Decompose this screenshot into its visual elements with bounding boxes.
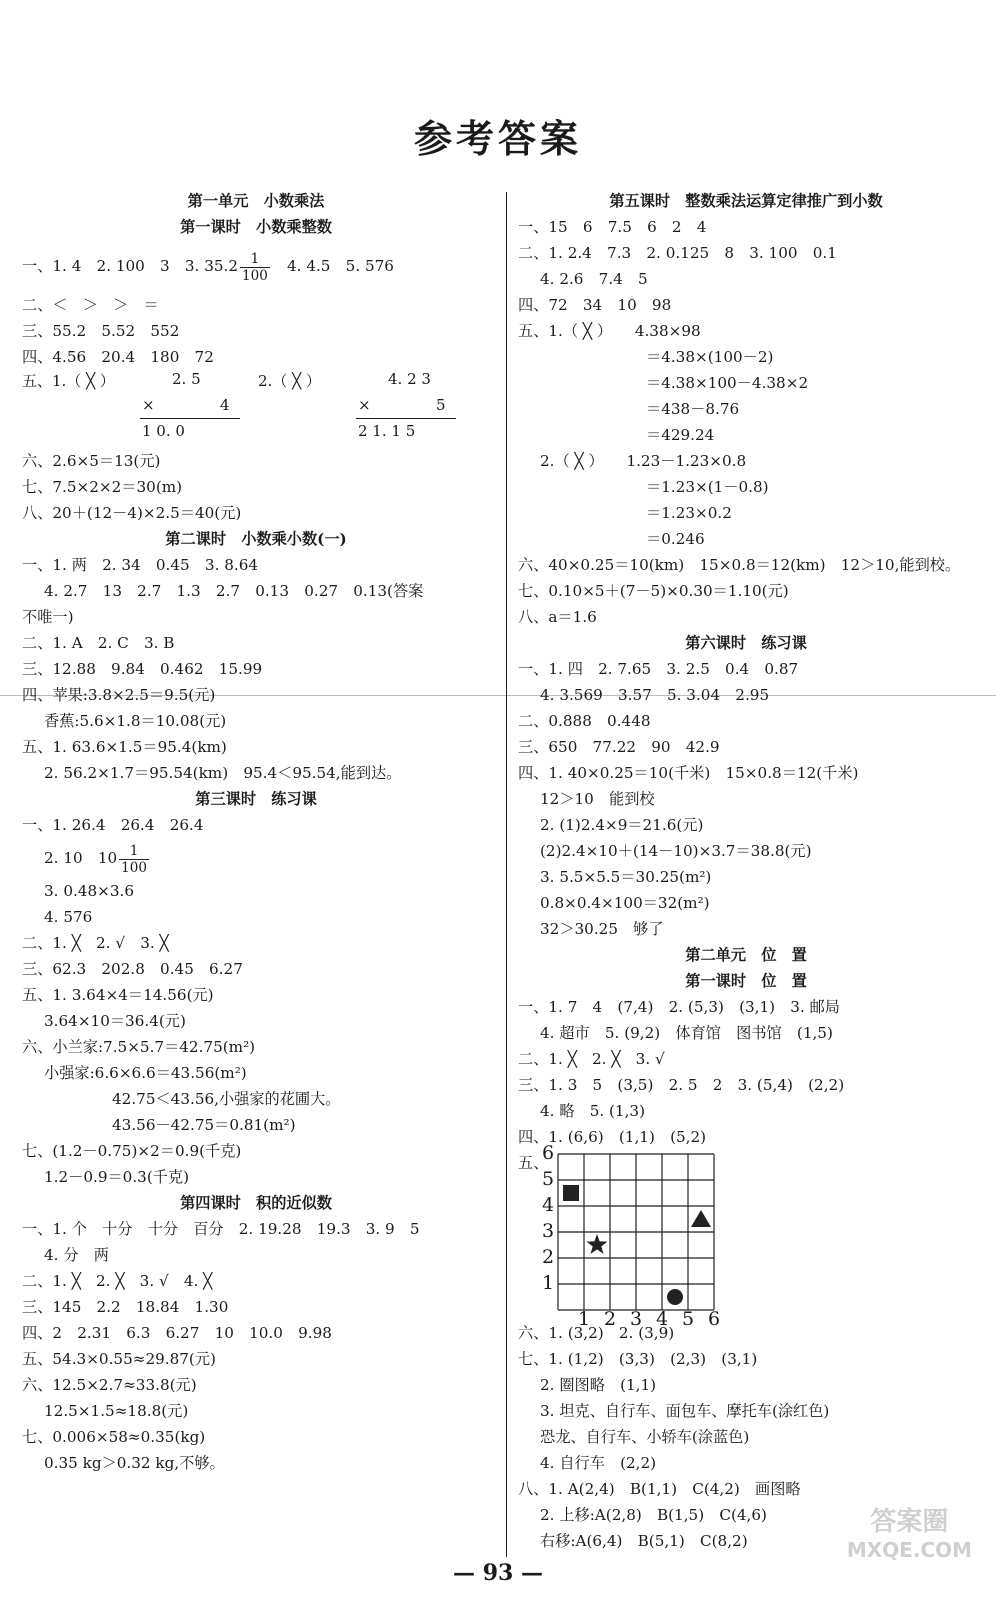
answer-line: ＝438－8.76 (646, 400, 740, 418)
answer-line: 三、650 77.22 90 42.9 (518, 738, 720, 756)
answer-line: 二、1. ╳ 2. ╳ 3. √ 4. ╳ (22, 1272, 213, 1290)
answer-line: 八、20＋(12－4)×2.5＝40(元) (22, 504, 242, 522)
answer-line: 32＞30.25 够了 (540, 920, 664, 938)
answer-line: 2. 上移:A(2,8) B(1,5) C(4,6) (540, 1506, 767, 1524)
vertical-mult-top: 2. 5 (172, 370, 201, 388)
answer-line: 二、1. ╳ 2. √ 3. ╳ (22, 934, 169, 952)
section-heading: 第六课时 练习课 (685, 634, 807, 652)
answer-line: 二、0.888 0.448 (518, 712, 651, 730)
answer-line: 三、55.2 5.52 552 (22, 322, 180, 340)
answer-line: 一、1. 两 2. 34 0.45 3. 8.64 (22, 556, 259, 574)
answer-line: 一、1. 4 2. 100 3 3. 35.2 $\frac{1}{100}$ 4. 4.5 5. 576 (22, 250, 394, 284)
answer-line: 2.（ ╳ ） 1.23－1.23×0.8 (540, 452, 747, 470)
grid-x-label: 5 (681, 1308, 695, 1330)
section-heading: 第一课时 位 置 (685, 972, 807, 990)
answer-line: 一、1. 四 2. 7.65 3. 2.5 0.4 0.87 (518, 660, 799, 678)
answer-line: 3. 5.5×5.5＝30.25(m²) (540, 868, 712, 886)
answer-line: 六、1. (3,2) 2. (3,9) (518, 1324, 675, 1342)
answer-line: ＝0.246 (646, 530, 705, 548)
left-column (22, 188, 490, 1476)
answer-line: 43.56－42.75＝0.81(m²) (112, 1116, 296, 1134)
watermark-logo: 答案圈 MXQE.COM (846, 1507, 972, 1562)
coordinate-grid (528, 1150, 724, 1316)
grid-y-label: 6 (541, 1142, 555, 1164)
answer-line: 五、1.（ ╳ ） 4.38×98 (518, 322, 701, 340)
answer-line: 五、1.（ ╳ ） 2. 5 × 4 1 0. 0 2.（ ╳ ） 4. 2 3 × 5 2 1. 1 5 (22, 370, 490, 448)
column-divider (506, 192, 507, 1557)
answer-line: 二、1. A 2. C 3. B (22, 634, 175, 652)
square-icon (563, 1185, 579, 1201)
answer-line: 3. 0.48×3.6 (44, 882, 135, 900)
answer-line: 七、7.5×2×2＝30(m) (22, 478, 183, 496)
answer-line: 12＞10 能到校 (540, 790, 655, 808)
answer-line: ＝429.24 (646, 426, 715, 444)
section-heading: 第五课时 整数乘法运算定律推广到小数 (609, 192, 883, 210)
answer-line: 四、2 2.31 6.3 6.27 10 10.0 9.98 (22, 1324, 332, 1342)
answer-line: (2)2.4×10＋(14－10)×3.7＝38.8(元) (540, 842, 812, 860)
section-heading: 第二课时 小数乘小数(一) (165, 530, 347, 548)
section-heading: 第二单元 位 置 (685, 946, 807, 964)
answer-line: ＝4.38×(100－2) (646, 348, 774, 366)
grid-x-label: 2 (603, 1308, 617, 1330)
answer-line: 4. 2.7 13 2.7 1.3 2.7 0.13 0.27 0.13(答案 (44, 582, 424, 600)
answer-line: 4. 3.569 3.57 5. 3.04 2.95 (540, 686, 770, 704)
vertical-mult-res: 1 0. 0 (142, 422, 185, 440)
answer-line: 2. 10 10 $\frac{1}{100}$ (44, 842, 147, 876)
answer-line: 4. 576 (44, 908, 93, 926)
answer-line: 右移:A(6,4) B(5,1) C(8,2) (540, 1532, 748, 1550)
answer-line: 2. 56.2×1.7＝95.54(km) 95.4＜95.54,能到达。 (44, 764, 402, 782)
answer-line: 五、54.3×0.55≈29.87(元) (22, 1350, 216, 1368)
answer-line: 1.2－0.9＝0.3(千克) (44, 1168, 190, 1186)
grid-y-label: 1 (541, 1272, 555, 1294)
answer-line: 三、12.88 9.84 0.462 15.99 (22, 660, 263, 678)
right-column (518, 188, 974, 1554)
vertical-mult-rule (356, 418, 456, 419)
answer-line: 2. 圈图略 (1,1) (540, 1376, 657, 1394)
vertical-mult-by: 4 (220, 396, 230, 414)
grid-x-label: 6 (707, 1308, 721, 1330)
answer-line: 4. 略 5. (1,3) (540, 1102, 646, 1120)
answer-line: 0.35 kg＞0.32 kg,不够。 (44, 1454, 225, 1472)
answer-line: 二、＜ ＞ ＞ ＝ (22, 296, 159, 314)
answer-line: 四、1. 40×0.25＝10(千米) 15×0.8＝12(千米) (518, 764, 859, 782)
answer-line: 八、1. A(2,4) B(1,1) C(4,2) 画图略 (518, 1480, 801, 1498)
circle-icon (667, 1289, 683, 1305)
grid-y-label: 4 (541, 1194, 555, 1216)
answer-line: 一、15 6 7.5 6 2 4 (518, 218, 707, 236)
answer-line: 小强家:6.6×6.6＝43.56(m²) (44, 1064, 247, 1082)
answer-line: 香蕉:5.6×1.8＝10.08(元) (44, 712, 227, 730)
answer-line: 42.75＜43.56,小强家的花圃大。 (112, 1090, 341, 1108)
section-heading: 第四课时 积的近似数 (180, 1194, 332, 1212)
vertical-mult-by: 5 (436, 396, 446, 414)
grid-y-label: 5 (541, 1168, 555, 1190)
vertical-mult-res: 2 1. 1 5 (358, 422, 416, 440)
answer-line: 4. 2.6 7.4 5 (540, 270, 648, 288)
answer-line: 二、1. 2.4 7.3 2. 0.125 8 3. 100 0.1 (518, 244, 837, 262)
vertical-mult-rule (140, 418, 240, 419)
vertical-mult-top: 4. 2 3 (388, 370, 431, 388)
fraction: $\frac{1}{100}$ (242, 250, 268, 284)
fraction: $\frac{1}{100}$ (121, 842, 147, 876)
answer-line: 4. 自行车 (2,2) (540, 1454, 657, 1472)
grid-y-label: 3 (541, 1220, 555, 1242)
grid-x-label: 4 (655, 1308, 669, 1330)
answer-line: 七、1. (1,2) (3,3) (2,3) (3,1) (518, 1350, 758, 1368)
answer-line: ＝4.38×100－4.38×2 (646, 374, 809, 392)
answer-line: 三、1. 3 5 (3,5) 2. 5 2 3. (5,4) (2,2) (518, 1076, 845, 1094)
triangle-icon (691, 1210, 711, 1227)
answer-line: 四、苹果:3.8×2.5＝9.5(元) (22, 686, 216, 704)
grid-x-label: 1 (577, 1308, 591, 1330)
answer-line: 2. (1)2.4×9＝21.6(元) (540, 816, 704, 834)
answer-line: 七、0.006×58≈0.35(kg) (22, 1428, 206, 1446)
answer-line: 四、1. (6,6) (1,1) (5,2) (518, 1128, 707, 1146)
answer-line: 0.8×0.4×100＝32(m²) (540, 894, 710, 912)
grid-x-label: 3 (629, 1308, 643, 1330)
answer-line: 六、40×0.25＝10(km) 15×0.8＝12(km) 12＞10,能到校。 (518, 556, 961, 574)
answer-line: 五、1. 3.64×4＝14.56(元) (22, 986, 214, 1004)
answer-label: 2.（ ╳ ） (258, 372, 321, 390)
answer-line: 4. 超市 5. (9,2) 体育馆 图书馆 (1,5) (540, 1024, 833, 1042)
answer-line: 六、小兰家:7.5×5.7＝42.75(m²) (22, 1038, 256, 1056)
answer-line: 三、62.3 202.8 0.45 6.27 (22, 960, 243, 978)
answer-line: 六、12.5×2.7≈33.8(元) (22, 1376, 197, 1394)
page-title: 参考答案 (413, 116, 582, 161)
section-heading: 第一课时 小数乘整数 (180, 218, 332, 236)
answer-line: 四、4.56 20.4 180 72 (22, 348, 214, 366)
answer-line: 五、 6 5 4 3 2 1 1 2 3 4 5 6 (518, 1150, 974, 1320)
section-heading: 第三课时 练习课 (195, 790, 317, 808)
answer-line: 七、(1.2－0.75)×2＝0.9(千克) (22, 1142, 242, 1160)
answer-line: 一、1. 26.4 26.4 26.4 (22, 816, 204, 834)
answer-line: 五、1. 63.6×1.5＝95.4(km) (22, 738, 227, 756)
answer-line: 四、72 34 10 98 (518, 296, 672, 314)
answer-line: 六、2.6×5＝13(元) (22, 452, 161, 470)
answer-line: 七、0.10×5＋(7－5)×0.30＝1.10(元) (518, 582, 789, 600)
answer-line: 3. 坦克、自行车、面包车、摩托车(涂红色) (540, 1402, 830, 1420)
answer-line: 4. 分 两 (44, 1246, 109, 1264)
answer-line: 12.5×1.5≈18.8(元) (44, 1402, 189, 1420)
grid-y-label: 2 (541, 1246, 555, 1268)
answer-line: 八、a＝1.6 (518, 608, 597, 626)
answer-line: 三、145 2.2 18.84 1.30 (22, 1298, 229, 1316)
answer-line: 恐龙、自行车、小轿车(涂蓝色) (540, 1428, 750, 1446)
star-icon (587, 1234, 608, 1254)
answer-line: 一、1. 7 4 (7,4) 2. (5,3) (3,1) 3. 邮局 (518, 998, 840, 1016)
vertical-mult-mul: × (358, 396, 371, 414)
answer-line: ＝1.23×(1－0.8) (646, 478, 769, 496)
vertical-mult-mul: × (142, 396, 155, 414)
page-number: — 93 — (453, 1560, 543, 1586)
answer-line: 不唯一) (22, 608, 74, 626)
answer-line: 一、1. 个 十分 十分 百分 2. 19.28 19.3 3. 9 5 (22, 1220, 420, 1238)
section-heading: 第一单元 小数乘法 (187, 192, 325, 210)
answer-line: 3.64×10＝36.4(元) (44, 1012, 186, 1030)
answer-line: ＝1.23×0.2 (646, 504, 732, 522)
answer-line: 二、1. ╳ 2. ╳ 3. √ (518, 1050, 665, 1068)
